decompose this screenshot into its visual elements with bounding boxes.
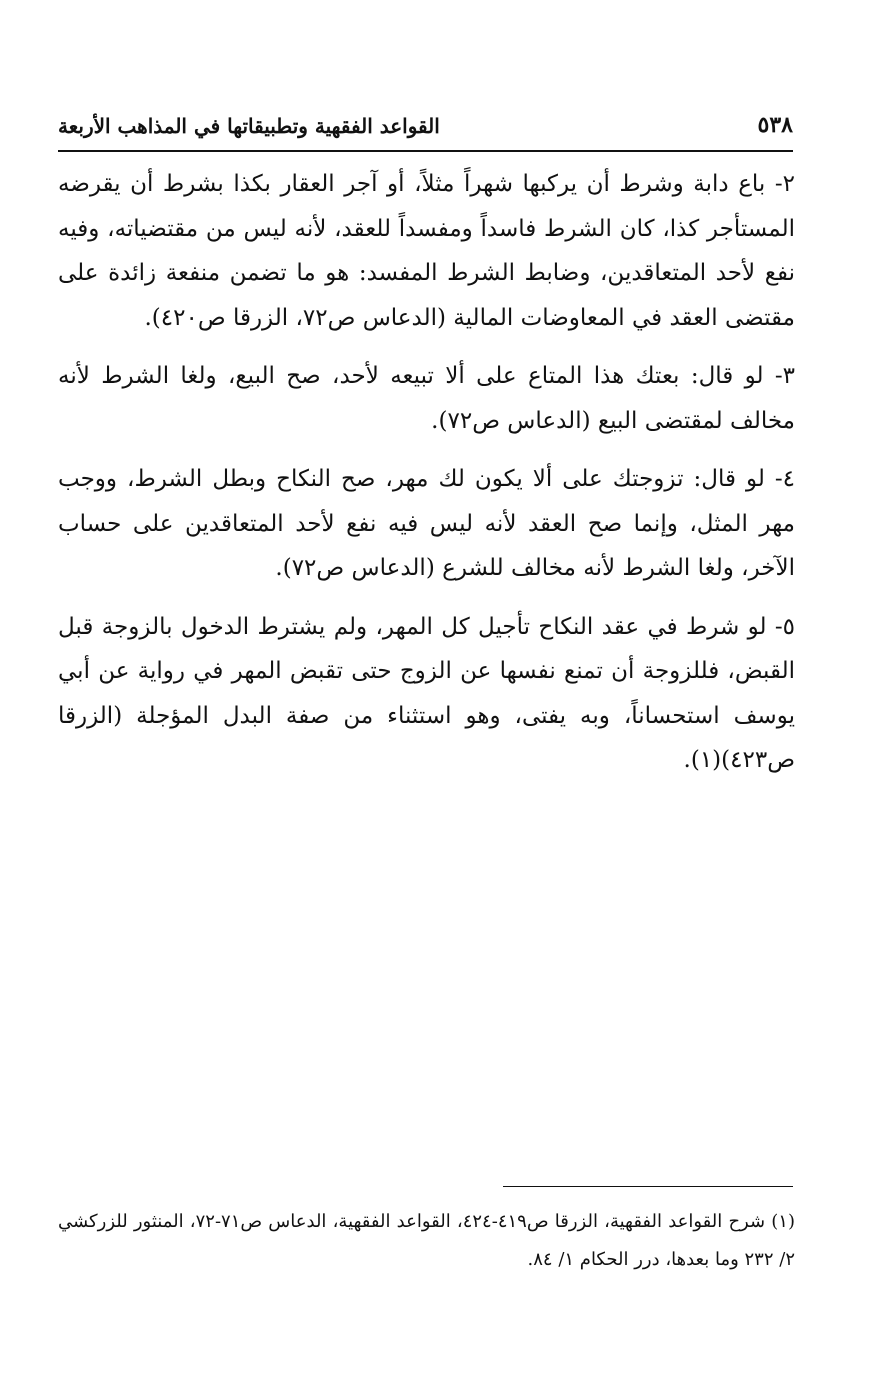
paragraph-item-3: ٣- لو قال: بعتك هذا المتاع على ألا تبيعه لأحد، صح البيع، ولغا الشرط لأنه مخالف لمقتضى البيع (الدعاس ص٧٢).	[58, 363, 795, 434]
footnote-separator	[503, 1186, 793, 1187]
paragraph-item-2: ٢- باع دابة وشرط أن يركبها شهراً مثلاً، أو آجر العقار بكذا بشرط أن يقرضه المستأجر كذا، كان الشرط فاسداً ومفسداً للعقد، لأنه ليس من مقتضياته، وفيه نفع لأحد المتعاقدين، وضابط الشرط المفسد: هو ما تضمن منفعة زائدة على مقتضى العقد في المعاوضات المالية (الدعاس ص٧٢، الزرقا ص٤٢٠).	[58, 171, 795, 331]
footnote-text: شرح القواعد الفقهية، الزرقا ص٤١٩-٤٢٤، القواعد الفقهية، الدعاس ص٧١-٧٢، المنثور للزركشي ٢/ ٢٣٢ وما بعدها، درر الحكام ١/ ٨٤.	[58, 1211, 795, 1270]
running-title: القواعد الفقهية وتطبيقاتها في المذاهب الأربعة	[58, 114, 440, 138]
footnote-marker: (١)	[771, 1211, 795, 1232]
footnote	[58, 1203, 795, 1279]
body-text	[58, 162, 795, 797]
paragraph-item-5: ٥- لو شرط في عقد النكاح تأجيل كل المهر، ولم يشترط الدخول بالزوجة قبل القبض، فللزوجة أن تمنع نفسها عن الزوج حتى تقبض المهر في رواية عن أبي يوسف استحساناً، وبه يفتى، وهو استثناء من صفة البدل المؤجلة (الزرقا ص٤٢٣)(١).	[58, 613, 795, 773]
paragraph-item-4: ٤- لو قال: تزوجتك على ألا يكون لك مهر، صح النكاح وبطل الشرط، ووجب مهر المثل، وإنما صح العقد لأنه ليس فيه نفع لأحد المتعاقدين على حساب الآخر، ولغا الشرط لأنه مخالف للشرع (الدعاس ص٧٢).	[58, 466, 795, 581]
running-header	[58, 110, 793, 152]
page-number: ٥٣٨	[757, 112, 793, 138]
